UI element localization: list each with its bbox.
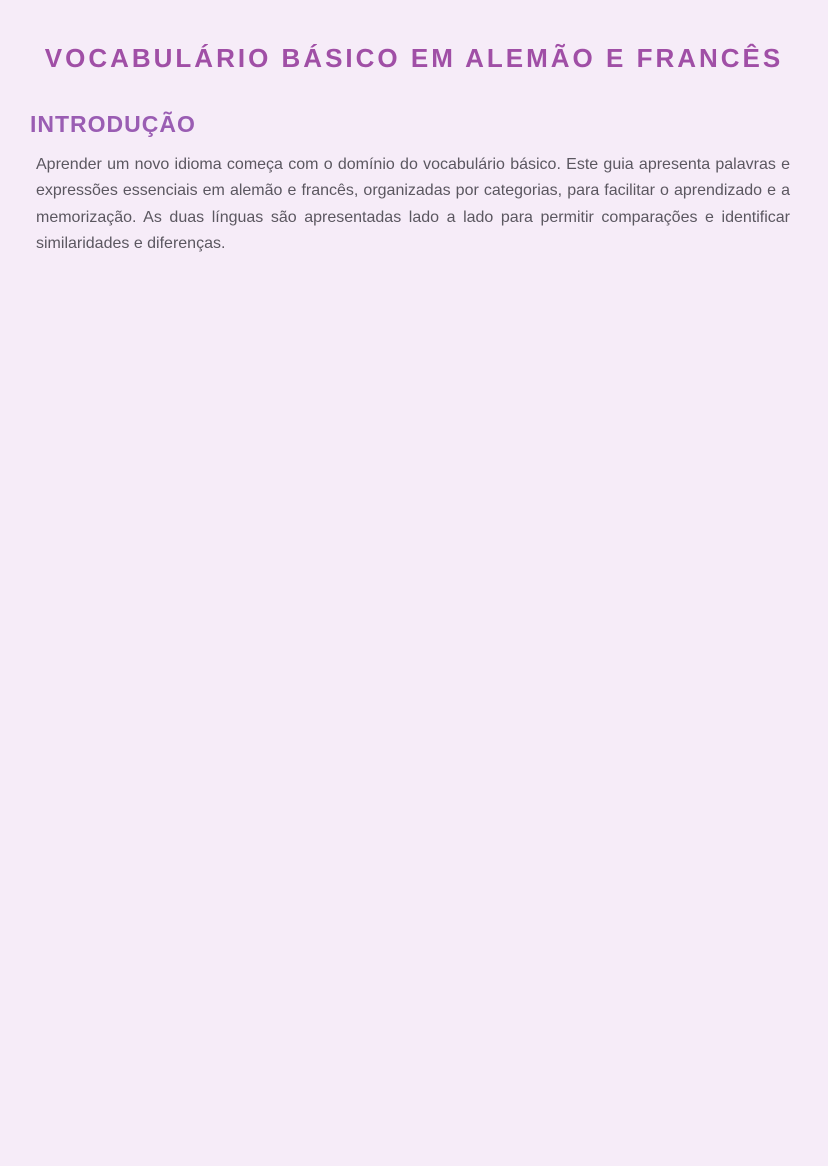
page-title: VOCABULÁRIO BÁSICO EM ALEMÃO E FRANCÊS bbox=[44, 43, 784, 73]
section-heading-introducao: INTRODUÇÃO bbox=[30, 110, 196, 137]
page-bottom-edge bbox=[0, 1166, 828, 1171]
introduction-section bbox=[0, 112, 828, 258]
introduction-paragraph: Aprender um novo idioma começa com o domínio do vocabulário básico. Este guia apresenta palavras e expressões essenciais em alemão e francês, organizadas por categorias, para facilitar o aprendizado e a memorização. As duas línguas são apresentadas lado a lado para permitir comparações e identificar similaridades e diferenças. bbox=[36, 155, 790, 253]
